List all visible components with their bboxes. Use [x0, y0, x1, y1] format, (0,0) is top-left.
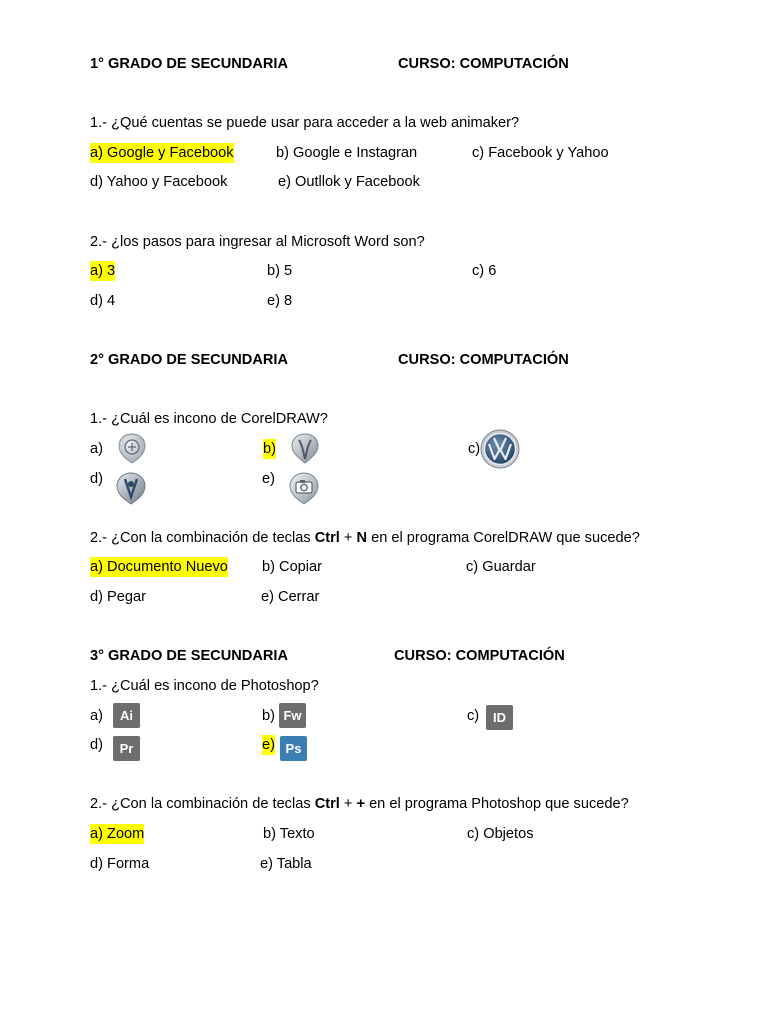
- s2-q2-key-ctrl: Ctrl: [314, 530, 340, 546]
- section-2-grade: 2° GRADO DE SECUNDARIA: [90, 352, 289, 368]
- s2-q2-plus: +: [339, 530, 357, 546]
- s3-q1-question: 1.- ¿Cuál es incono de Photoshop?: [90, 678, 319, 694]
- corel-photo-paint-icon: [115, 471, 147, 505]
- s1-q2-option-d: d) 4: [90, 293, 116, 309]
- s3-q2-question-post: en el programa Photoshop que sucede?: [365, 796, 629, 812]
- s1-q2-question: 2.- ¿los pasos para ingresar al Microsoft Word son?: [90, 234, 425, 250]
- s2-q2-question-post: en el programa CorelDRAW que sucede?: [367, 530, 640, 546]
- s2-q1-option-a: a): [90, 441, 103, 457]
- s1-q1-question: 1.- ¿Qué cuentas se puede usar para acceder a la web animaker?: [90, 115, 520, 131]
- s3-q2-option-b: b) Texto: [263, 826, 315, 842]
- s3-q1-option-e: e): [262, 737, 275, 753]
- indesign-icon: ID: [486, 705, 513, 730]
- corel-spiral-shield-icon: [116, 432, 148, 464]
- premiere-icon: Pr: [113, 736, 140, 761]
- s3-q1-option-a: a): [90, 708, 103, 724]
- s2-q1-option-c: c): [468, 441, 481, 457]
- s1-q2-option-c: c) 6: [472, 263, 497, 279]
- s1-q2-option-b: b) 5: [267, 263, 293, 279]
- s3-q2-question: [90, 794, 629, 814]
- s1-q1-option-a: a) Google y Facebook: [90, 145, 234, 161]
- s2-q1-option-e: e): [262, 471, 275, 487]
- s2-q1-question: 1.- ¿Cuál es incono de CorelDRAW?: [90, 411, 328, 427]
- s3-q2-option-c: c) Objetos: [467, 826, 534, 842]
- photoshop-icon: Ps: [280, 736, 307, 761]
- s1-q1-option-d: d) Yahoo y Facebook: [90, 174, 228, 190]
- section-2-course: CURSO: COMPUTACIÓN: [398, 352, 569, 368]
- s1-q2-option-e: e) 8: [267, 293, 293, 309]
- s3-q2-key-ctrl: Ctrl: [314, 796, 340, 812]
- corel-capture-icon: [288, 471, 320, 505]
- s2-q1-option-d: d): [90, 471, 103, 487]
- illustrator-icon: Ai: [113, 703, 140, 728]
- s2-q2-option-e: e) Cerrar: [261, 589, 320, 605]
- s3-q2-key-plus: +: [356, 796, 366, 812]
- s3-q1-option-c: c): [467, 708, 480, 724]
- s3-q2-question-pre: 2.- ¿Con la combinación de teclas: [90, 796, 315, 812]
- section-1-course: CURSO: COMPUTACIÓN: [398, 56, 569, 72]
- fireworks-icon: Fw: [279, 703, 306, 728]
- volkswagen-logo-icon: [480, 429, 520, 469]
- s2-q2-question: [90, 528, 640, 548]
- section-3-grade: 3° GRADO DE SECUNDARIA: [90, 648, 289, 664]
- s3-q2-option-a: a) Zoom: [90, 826, 145, 842]
- s2-q2-option-d: d) Pegar: [90, 589, 146, 605]
- s2-q2-option-b: b) Copiar: [262, 559, 323, 575]
- section-1-grade: 1° GRADO DE SECUNDARIA: [90, 56, 289, 72]
- s2-q2-key-n: N: [356, 530, 368, 546]
- s2-q1-option-b: b): [263, 441, 276, 457]
- s2-q2-option-a: a) Documento Nuevo: [90, 559, 228, 575]
- s2-q2-option-c: c) Guardar: [466, 559, 536, 575]
- s3-q2-option-e: e) Tabla: [260, 856, 312, 872]
- coreldraw-balloon-icon: [290, 432, 320, 464]
- s3-q2-plus: +: [339, 796, 357, 812]
- s3-q1-option-b: b): [262, 708, 275, 724]
- s1-q2-option-a: a) 3: [90, 263, 116, 279]
- section-3-course: CURSO: COMPUTACIÓN: [394, 648, 565, 664]
- s1-q1-option-c: c) Facebook y Yahoo: [472, 145, 609, 161]
- s1-q1-option-e: e) Outllok y Facebook: [278, 174, 420, 190]
- s1-q1-option-b: b) Google e Instagran: [276, 145, 418, 161]
- s3-q1-option-d: d): [90, 737, 103, 753]
- s2-q2-question-pre: 2.- ¿Con la combinación de teclas: [90, 530, 315, 546]
- s3-q2-option-d: d) Forma: [90, 856, 150, 872]
